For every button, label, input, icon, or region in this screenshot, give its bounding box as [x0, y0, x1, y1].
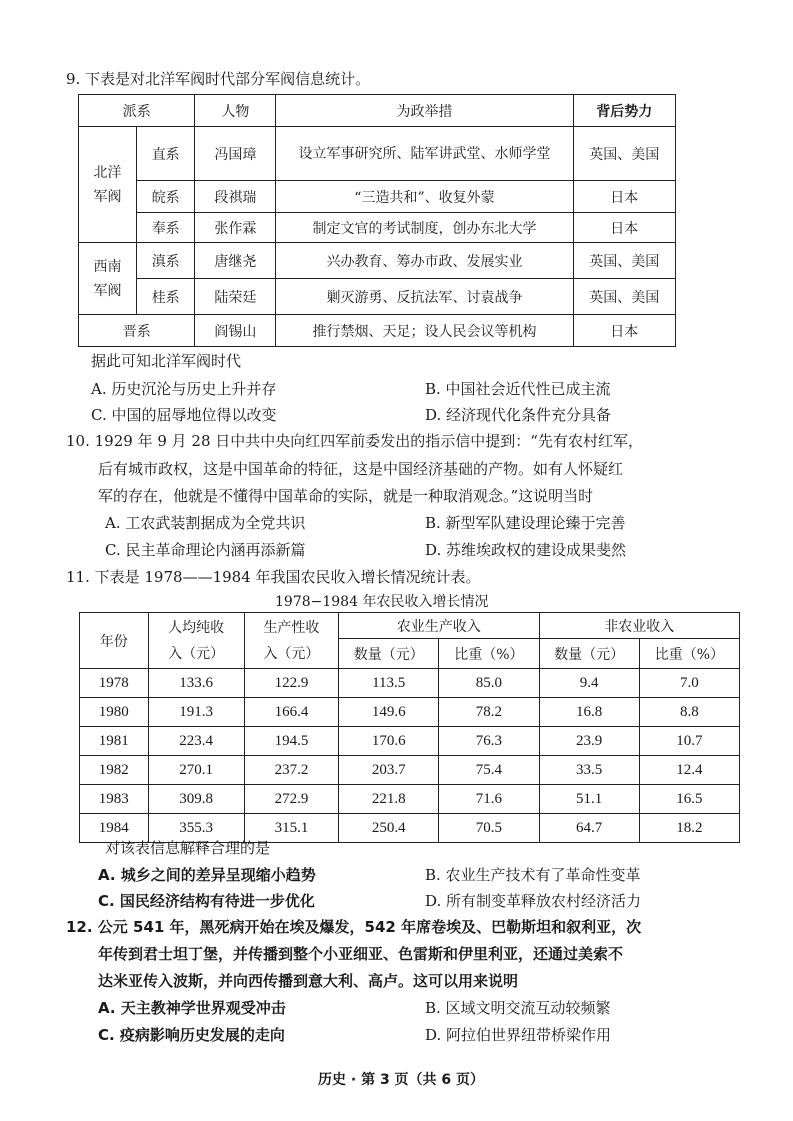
value-cell: 75.4 [439, 756, 539, 785]
q12-line-1: 12. 公元 541 年，黑死病开始在埃及爆发，542 年席卷埃及、巴勒斯坦和叙利亚，次 [66, 918, 642, 936]
table-row [80, 669, 740, 698]
q11-stem: 11. 下表是 1978——1984 年我国农民收入增长情况统计表。 [66, 568, 481, 586]
header-faction: 派系 [79, 95, 195, 127]
q11-option-c[interactable]: C. 国民经济结构有待进一步优化 [98, 892, 315, 910]
policy-cell: 剿灭游勇、反抗法军、讨袁战争 [276, 279, 573, 315]
header-nonagri-share: 比重（%） [639, 639, 739, 669]
backer-cell: 英国、美国 [573, 279, 675, 315]
q10-option-c[interactable]: C. 民主革命理论内涵再添新篇 [105, 541, 306, 559]
value-cell: 270.1 [148, 756, 244, 785]
q12-line-2: 年传到君士坦丁堡，并传播到整个小亚细亚、色雷斯和伊里利亚，还通过美索不 [98, 945, 624, 963]
backer-cell: 日本 [573, 315, 675, 347]
table-row [80, 727, 740, 756]
q12-option-a[interactable]: A. 天主教神学世界观受冲击 [98, 999, 286, 1017]
header-policy: 为政举措 [276, 95, 573, 127]
value-cell: 78.2 [439, 698, 539, 727]
q12-option-b[interactable]: B. 区域文明交流互动较频繁 [425, 999, 611, 1017]
faction-cell: 皖系 [136, 181, 195, 213]
table-title: 1978−1984 年农民收入增长情况 [275, 594, 489, 610]
value-cell: 12.4 [639, 756, 739, 785]
value-cell: 8.8 [639, 698, 739, 727]
header-per-capita: 人均纯收 入（元） [148, 613, 244, 669]
year-cell: 1983 [80, 785, 149, 814]
table-row [80, 785, 740, 814]
backer-cell: 英国、美国 [573, 127, 675, 181]
person-cell: 陆荣廷 [195, 279, 276, 315]
value-cell: 122.9 [244, 669, 338, 698]
policy-cell: 兴办教育、筹办市政、发展实业 [276, 243, 573, 279]
header-backer: 背后势力 [573, 95, 675, 127]
q10-line-3: 军的存在，他就是不懂得中国革命的实际，就是一种取消观念。”这说明当时 [98, 487, 594, 505]
policy-cell: 设立军事研究所、陆军讲武堂、水师学堂 [276, 127, 573, 181]
person-cell: 阎锡山 [195, 315, 276, 347]
q9-lead: 据此可知北洋军阀时代 [91, 352, 242, 370]
header-agri-share: 比重（%） [439, 639, 539, 669]
value-cell: 76.3 [439, 727, 539, 756]
value-cell: 166.4 [244, 698, 338, 727]
value-cell: 23.9 [539, 727, 639, 756]
policy-cell: “三造共和”、收复外蒙 [276, 181, 573, 213]
value-cell: 7.0 [639, 669, 739, 698]
person-cell: 张作霖 [195, 213, 276, 243]
value-cell: 85.0 [439, 669, 539, 698]
q12-option-c[interactable]: C. 疫病影响历史发展的走向 [98, 1026, 285, 1044]
header-year: 年份 [80, 613, 149, 669]
q10-line-1: 10. 1929 年 9 月 28 日中共中央向红四军前委发出的指示信中提到：“先有农村红军， [66, 432, 643, 450]
backer-cell: 日本 [573, 213, 675, 243]
backer-cell: 日本 [573, 181, 675, 213]
faction-cell: 奉系 [136, 213, 195, 243]
q9-option-c[interactable]: C. 中国的屈辱地位得以改变 [91, 406, 277, 424]
q11-option-d[interactable]: D. 所有制变革释放农村经济活力 [425, 892, 642, 910]
value-cell: 223.4 [148, 727, 244, 756]
q9-stem: 9. 下表是对北洋军阀时代部分军阀信息统计。 [66, 70, 371, 88]
q12-line-3: 达米亚传入波斯，并向西传播到意大利、高卢。这可以用来说明 [98, 972, 519, 990]
table-row [80, 698, 740, 727]
value-cell: 71.6 [439, 785, 539, 814]
faction-cell: 晋系 [79, 315, 195, 347]
person-cell: 唐继尧 [195, 243, 276, 279]
year-cell: 1978 [80, 669, 149, 698]
value-cell: 16.8 [539, 698, 639, 727]
group-xinan: 西南军阀 [79, 243, 137, 315]
q12-option-d[interactable]: D. 阿拉伯世界纽带桥梁作用 [425, 1026, 612, 1044]
income-table [79, 612, 740, 843]
q10-option-b[interactable]: B. 新型军队建设理论臻于完善 [425, 514, 626, 532]
value-cell: 315.1 [244, 814, 338, 843]
value-cell: 18.2 [639, 814, 739, 843]
page-footer: 历史 · 第 3 页（共 6 页） [318, 1072, 485, 1088]
value-cell: 355.3 [148, 814, 244, 843]
faction-cell: 桂系 [136, 279, 195, 315]
warlord-table [78, 94, 676, 347]
header-productive: 生产性收 入（元） [244, 613, 338, 669]
policy-cell: 推行禁烟、天足；设人民会议等机构 [276, 315, 573, 347]
q9-option-d[interactable]: D. 经济现代化条件充分具备 [425, 406, 612, 424]
q10-option-a[interactable]: A. 工农武装割据成为全党共识 [105, 514, 306, 532]
income-table-body [80, 669, 740, 843]
q10-line-2: 后有城市政权，这是中国革命的特征，这是中国经济基础的产物。如有人怀疑红 [98, 460, 624, 478]
value-cell: 191.3 [148, 698, 244, 727]
person-cell: 段祺瑞 [195, 181, 276, 213]
value-cell: 170.6 [339, 727, 439, 756]
value-cell: 133.6 [148, 669, 244, 698]
header-nonagri-amount: 数量（元） [539, 639, 639, 669]
header-nonagri: 非农业收入 [539, 613, 739, 639]
q11-lead: 对该表信息解释合理的是 [105, 839, 271, 857]
person-cell: 冯国璋 [195, 127, 276, 181]
group-beiyang: 北洋军阀 [79, 127, 137, 243]
value-cell: 272.9 [244, 785, 338, 814]
value-cell: 237.2 [244, 756, 338, 785]
value-cell: 194.5 [244, 727, 338, 756]
value-cell: 16.5 [639, 785, 739, 814]
q11-option-a[interactable]: A. 城乡之间的差异呈现缩小趋势 [98, 866, 316, 884]
year-cell: 1982 [80, 756, 149, 785]
q11-option-b[interactable]: B. 农业生产技术有了革命性变革 [425, 866, 641, 884]
value-cell: 113.5 [339, 669, 439, 698]
table-row [80, 756, 740, 785]
year-cell: 1981 [80, 727, 149, 756]
value-cell: 309.8 [148, 785, 244, 814]
header-agri: 农业生产收入 [339, 613, 539, 639]
backer-cell: 英国、美国 [573, 243, 675, 279]
q9-option-a[interactable]: A. 历史沉沦与历史上升并存 [91, 380, 277, 398]
faction-cell: 直系 [136, 127, 195, 181]
value-cell: 149.6 [339, 698, 439, 727]
value-cell: 203.7 [339, 756, 439, 785]
q9-option-b[interactable]: B. 中国社会近代性已成主流 [425, 380, 611, 398]
faction-cell: 滇系 [136, 243, 195, 279]
header-agri-amount: 数量（元） [339, 639, 439, 669]
value-cell: 51.1 [539, 785, 639, 814]
value-cell: 70.5 [439, 814, 539, 843]
year-cell: 1984 [80, 814, 149, 843]
value-cell: 64.7 [539, 814, 639, 843]
value-cell: 33.5 [539, 756, 639, 785]
value-cell: 10.7 [639, 727, 739, 756]
value-cell: 250.4 [339, 814, 439, 843]
header-person: 人物 [195, 95, 276, 127]
value-cell: 9.4 [539, 669, 639, 698]
policy-cell: 制定文官的考试制度，创办东北大学 [276, 213, 573, 243]
q10-option-d[interactable]: D. 苏维埃政权的建设成果斐然 [425, 541, 627, 559]
value-cell: 221.8 [339, 785, 439, 814]
year-cell: 1980 [80, 698, 149, 727]
